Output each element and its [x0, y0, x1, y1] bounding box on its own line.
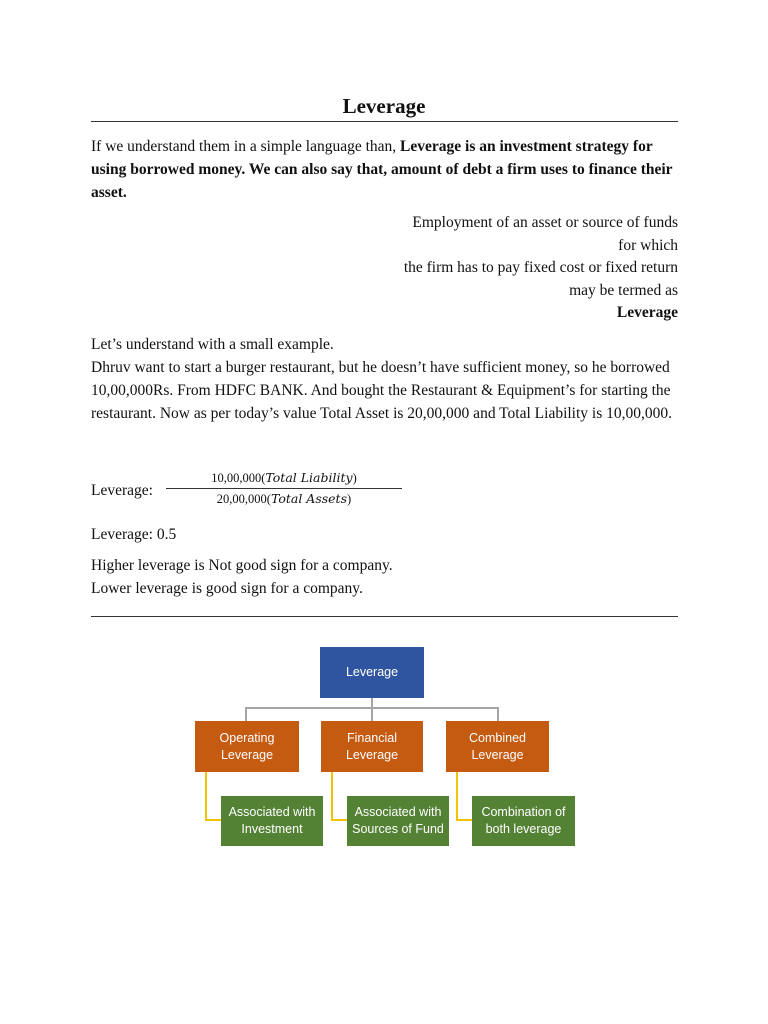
branch-connector-middle	[371, 707, 373, 721]
diagram-root-box: Leverage	[320, 647, 424, 698]
formula-numerator: 10,00,000(Total Liability)	[166, 470, 402, 489]
operating-leverage-box: Operating Leverage	[195, 721, 299, 772]
conclusion-line-1: Higher leverage is Not good sign for a company.	[91, 557, 393, 574]
branch-connector-right	[497, 707, 499, 721]
combined-desc-connector	[456, 772, 458, 821]
branch-connector-left	[245, 707, 247, 721]
combined-leverage-box: Combined Leverage	[446, 721, 549, 772]
definition-block	[278, 212, 678, 325]
combined-desc-connector-h	[456, 819, 472, 821]
section-divider	[91, 616, 678, 617]
financial-desc-connector	[331, 772, 333, 821]
formula-denominator: 20,00,000(Total Assets)	[216, 491, 352, 506]
financial-desc-box: Associated with Sources of Fund	[347, 796, 449, 846]
page-title: Leverage	[342, 94, 426, 118]
definition-line-3: the firm has to pay fixed cost or fixed return	[403, 259, 678, 276]
formula-result: Leverage: 0.5	[91, 526, 177, 543]
example-paragraph	[91, 333, 681, 425]
conclusion-line-2: Lower leverage is good sign for a company.	[91, 580, 363, 597]
denominator-value: 20,00,000	[216, 492, 267, 506]
formula-fraction	[166, 470, 402, 507]
operating-desc-connector	[205, 772, 207, 821]
conclusion-paragraph	[91, 554, 681, 600]
definition-line-4: may be termed as	[569, 281, 678, 299]
definition-term: Leverage	[616, 304, 678, 321]
numerator-term: Total Liability	[265, 470, 353, 485]
intro-bold-text: Leverage is an investment strategy for using borrowed money. We can also say that, amount of debt a firm uses to finance their asset.	[91, 138, 673, 201]
denominator-term: Total Assets	[270, 491, 348, 506]
formula-label: Leverage:	[91, 482, 153, 499]
title-underline	[91, 121, 678, 122]
numerator-value: 10,00,000	[211, 471, 262, 485]
intro-plain-text: If we understand them in a simple language than,	[91, 138, 401, 155]
definition-line-2: for which	[618, 236, 678, 254]
operating-desc-connector-h	[205, 819, 221, 821]
intro-paragraph	[91, 135, 681, 204]
financial-desc-connector-h	[331, 819, 347, 821]
operating-desc-box: Associated with Investment	[221, 796, 323, 846]
definition-line-1: Employment of an asset or source of funds	[412, 214, 678, 231]
example-intro: Let’s understand with a small example.	[91, 336, 334, 353]
combined-desc-box: Combination of both leverage	[472, 796, 575, 846]
financial-leverage-box: Financial Leverage	[321, 721, 423, 772]
example-body: Dhruv want to start a burger restaurant, but he doesn’t have sufficient money, so he borrowed 10,00,000Rs. From HDFC BANK. And bought the Restaurant & Equipment’s for starting the restaurant. Now as per today’s value Total Asset is 20,00,000 and Total Liability is 10,00,000.	[91, 359, 673, 422]
